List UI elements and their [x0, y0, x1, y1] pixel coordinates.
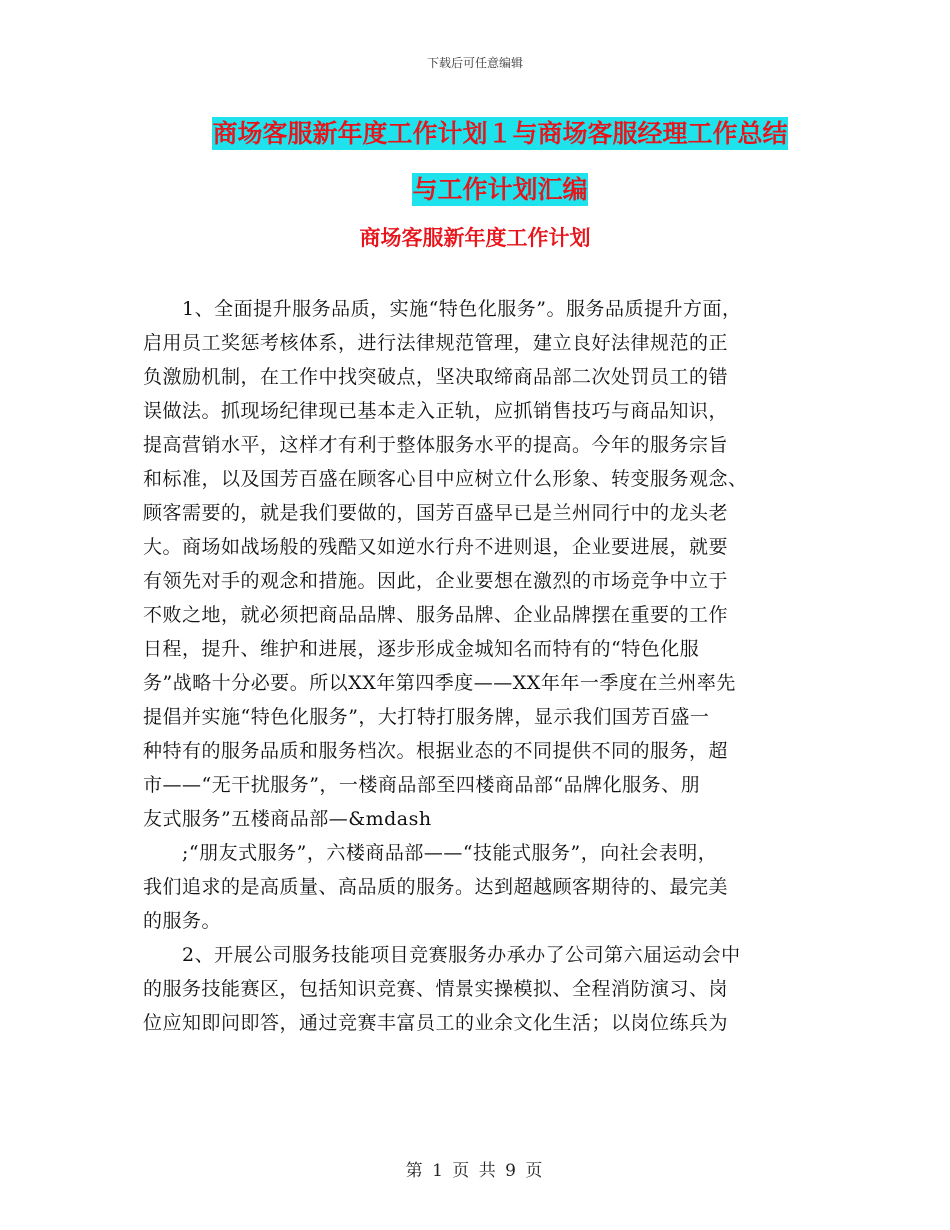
body-line: 的服务。: [143, 910, 222, 932]
body-line: 务”战略十分必要。所以XX年第四季度——XX年年一季度在兰州率先: [143, 672, 736, 694]
body-line: 提倡并实施“特色化服务”，大打特打服务牌，显示我们国芳百盛一: [143, 706, 710, 728]
body-line: 种特有的服务品质和服务档次。根据业态的不同提供不同的服务，超: [143, 740, 729, 762]
header-note: 下载后可任意编辑: [426, 56, 523, 70]
body-line: 误做法。抓现场纪律现已基本走入正轨，应抓销售技巧与商品知识，: [143, 400, 729, 422]
body-line: ;“朋友式服务”，六楼商品部——“技能式服务”，向社会表明，: [143, 842, 718, 864]
body-line: 2、开展公司服务技能项目竞赛服务办承办了公司第六届运动会中: [143, 944, 741, 966]
body-line: 大。商场如战场般的残酷又如逆水行舟不进则退，企业要进展，就要: [143, 536, 729, 558]
body-line: 不败之地，就必须把商品品牌、服务品牌、企业品牌摆在重要的工作: [143, 604, 729, 626]
document-title-line-1: 商场客服新年度工作计划１与商场客服经理工作总结: [212, 119, 788, 148]
document-title-line-2: 与工作计划汇编: [412, 175, 588, 204]
body-line: 有领先对手的观念和措施。因此，企业要想在激烈的市场竞争中立于: [143, 570, 729, 592]
section-heading: 商场客服新年度工作计划: [359, 226, 591, 250]
body-line: 位应知即问即答，通过竞赛丰富员工的业余文化生活；以岗位练兵为: [143, 1012, 729, 1034]
body-line: 日程，提升、维护和进展，逐步形成金城知名而特有的“特色化服: [143, 638, 700, 660]
body-text: [143, 292, 823, 1040]
body-line: 负激励机制，在工作中找突破点，坚决取缔商品部二次处罚员工的错: [143, 366, 729, 388]
body-line: 友式服务”五楼商品部—&mdash: [143, 808, 432, 830]
document-title: [150, 106, 850, 218]
body-line: 顾客需要的，就是我们要做的，国芳百盛早已是兰州同行中的龙头老: [143, 502, 729, 524]
body-line: 启用员工奖惩考核体系，进行法律规范管理，建立良好法律规范的正: [143, 332, 729, 354]
body-line: 1、全面提升服务品质，实施“特色化服务”。服务品质提升方面，: [143, 298, 742, 320]
body-line: 市——“无干扰服务”，一楼商品部至四楼商品部“品牌化服务、朋: [143, 774, 701, 796]
body-line: 我们追求的是高质量、高品质的服务。达到超越顾客期待的、最完美: [143, 876, 729, 898]
page-number: 第 1 页 共 9 页: [405, 1161, 545, 1181]
body-line: 的服务技能赛区，包括知识竞赛、情景实操模拟、全程消防演习、岗: [143, 978, 729, 1000]
body-line: 和标准，以及国芳百盛在顾客心目中应树立什么形象、转变服务观念、: [143, 468, 748, 490]
body-line: 提高营销水平，这样才有利于整体服务水平的提高。今年的服务宗旨: [143, 434, 729, 456]
